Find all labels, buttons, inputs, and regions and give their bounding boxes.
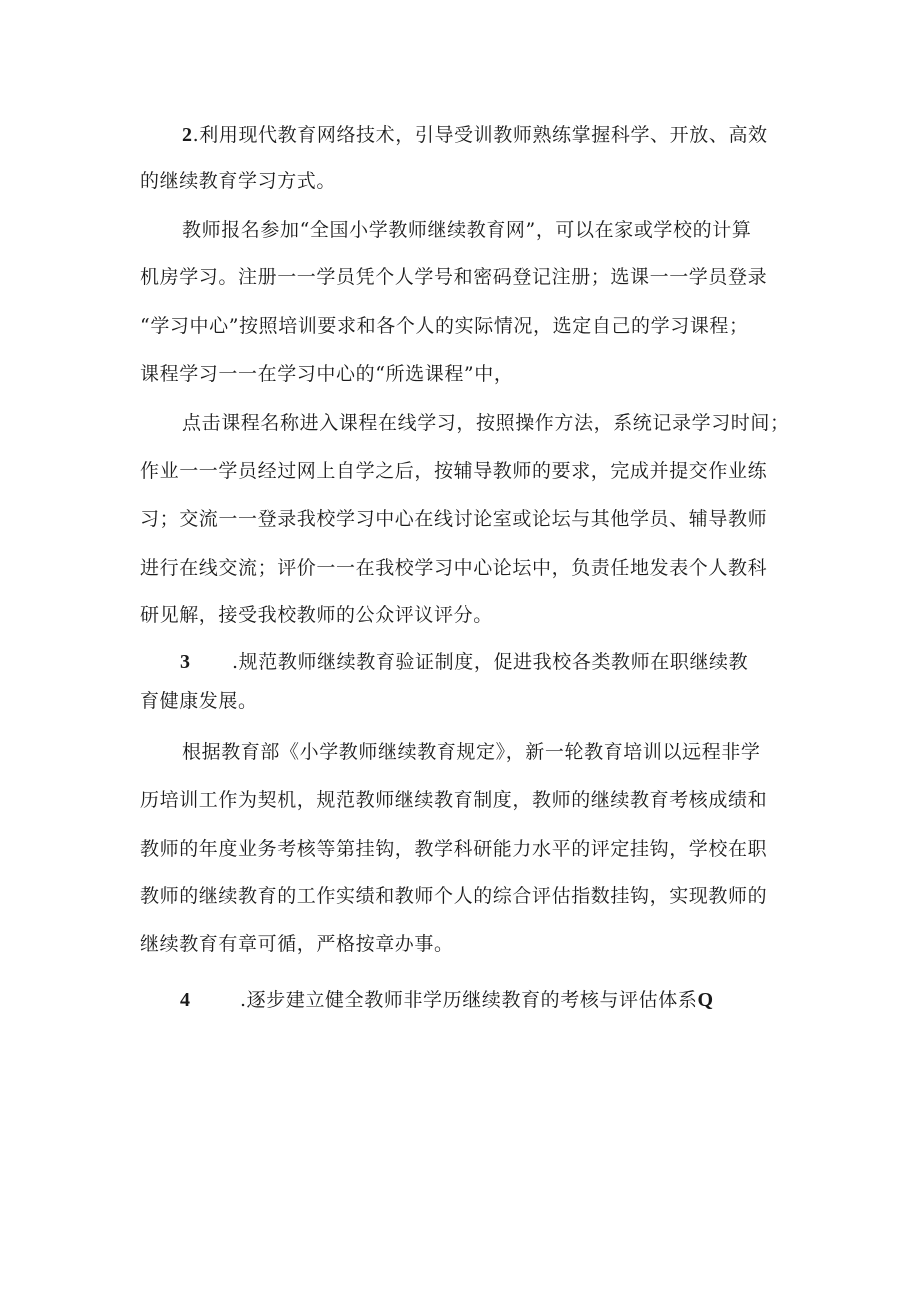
paragraph-line: “学习中心”按照培训要求和各个人的实际情况，选定自己的学习课程； [140,315,749,337]
heading-text [240,988,714,1012]
paragraph-line: 进行在线交流；评价一一在我校学习中心论坛中，负责任地发表个人教科 [140,557,768,579]
paragraph-line: 继续教育有章可循，严格按章办事。 [140,933,454,955]
section-number: 4 [180,989,191,1011]
paragraph-line: 机房学习。注册一一学员凭个人学号和密码登记注册；选课一一学员登录 [140,266,768,288]
section-2-heading [182,123,768,147]
paragraph-line: 研见解，接受我校教师的公众评议评分。 [140,604,493,626]
paragraph-line: 教师的年度业务考核等第挂钩，教学科研能力水平的评定挂钩，学校在职 [140,838,768,860]
paragraph-line: 点击课程名称进入课程在线学习，按照操作方法，系统记录学习时间； [182,412,790,434]
heading-text: .利用现代教育网络技术，引导受训教师熟练掌握科学、开放、高效 [192,124,768,146]
paragraph-line: 习；交流一一登录我校学习中心在线讨论室或论坛与其他学员、辅导教师 [140,508,768,530]
heading-trailing-char: Q [697,989,714,1011]
section-3-heading [180,650,191,674]
paragraph-line: 课程学习一一在学习中心的“所选课程”中， [140,363,514,385]
section-4-heading [180,988,191,1012]
heading-text: .规范教师继续教育验证制度，促进我校各类教师在职继续教 [232,651,749,673]
paragraph-line: 教师的继续教育的工作实绩和教师个人的综合评估指数挂钩，实现教师的 [140,885,768,907]
paragraph-line: 的继续教育学习方式。 [140,170,337,192]
section-number: 3 [180,651,191,673]
heading-text-body: .逐步建立健全教师非学历继续教育的考核与评估体系 [240,989,698,1011]
paragraph-line: 育健康发展。 [140,690,258,712]
paragraph-line: 根据教育部《小学教师继续教育规定》，新一轮教育培训以远程非学 [182,741,761,763]
paragraph-line: 教师报名参加“全国小学教师继续教育网”，可以在家或学校的计算 [182,219,752,241]
paragraph-line: 历培训工作为契机，规范教师继续教育制度，教师的继续教育考核成绩和 [140,789,768,811]
paragraph-line: 作业一一学员经过网上自学之后，按辅导教师的要求，完成并提交作业练 [140,460,768,482]
section-number: 2 [182,124,193,146]
